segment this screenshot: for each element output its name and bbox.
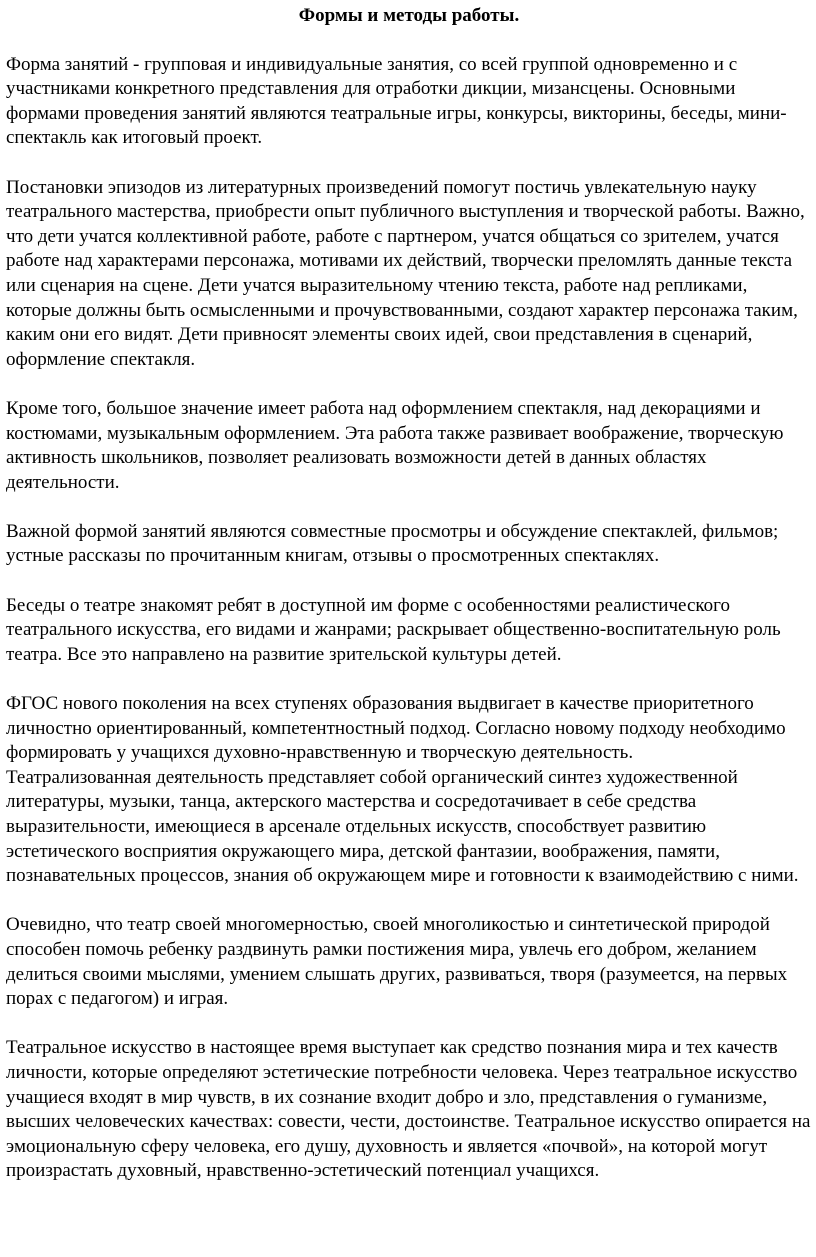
paragraph-gap xyxy=(6,372,812,397)
paragraph-gap xyxy=(6,569,812,594)
paragraph-lesson-forms: Форма занятий - групповая и индивидуальные занятия, со всей группой одновременно и с участниками конкретного представления для отработки дикции, мизансцены. Основными формами проведения занятий являются театральные игры, конкурсы, викторины, беседы, мини-спектакль как итоговый проект. xyxy=(6,53,787,149)
paragraph-theatre-talks: Беседы о театре знакомят ребят в доступной им форме с особенностями реалистического театрального искусства, его видами и жанрами; раскрывает общественно-воспитательную роль театра. Все это направлено на развитие зрительской культуры детей. xyxy=(6,594,781,665)
paragraph-gap xyxy=(6,495,812,520)
document-title: Формы и методы работы. xyxy=(298,5,520,26)
paragraph-theatrical-art: Театральное искусство в настоящее время выступает как средство познания мира и тех качеств личности, которые определяют эстетические потребности человека. Через театральное искусство учащиеся входят в мир чувств, в их сознание входит добро и зло, представления о гуманизме, высших человеческих качествах: совести, чести, достоинстве. Театральное искусство опирается на эмоциональную сферу человека, его душу, духовность и является «почвой», на которой могут произрастать духовный, нравственно-эстетический потенциал учащихся. xyxy=(6,1037,811,1182)
paragraph-theatrical-activity: Театрализованная деятельность представляет собой органический синтез художественной литературы, музыки, танца, актерского мастерства и сосредотачивает в себе средства выразительности, имеющиеся в арсенале отдельных искусств, способствует развитию эстетического восприятия окружающего мира, детской фантазии, воображения, памяти, познавательных процессов, знания об окружающем мире и готовности к взаимодействию с ними. xyxy=(6,766,799,887)
paragraph-stage-design: Кроме того, большое значение имеет работа над оформлением спектакля, над декорациями и костюмами, музыкальным оформлением. Эта работа также развивает воображение, творческую активность школьников, позволяет реализовать возможности детей в данных областях деятельности. xyxy=(6,397,784,493)
paragraph-gap xyxy=(6,151,812,176)
paragraph-theatre-multidimensional: Очевидно, что театр своей многомерностью, своей многоликостью и синтетической природой способен помочь ребенку раздвинуть рамки постижения мира, увлечь его добром, желанием делиться своими мыслями, умением слышать других, развиваться, творя (разумеется, на первых порах с педагогом) и играя. xyxy=(6,914,788,1010)
paragraph-gap xyxy=(6,28,812,53)
paragraph-staging-episodes: Постановки эпизодов из литературных произведений помогут постичь увлекательную науку театрального мастерства, приобрести опыт публичного выступления и творческой работы. Важно, что дети учатся коллективной работе, работе с партнером, учатся общаться со зрителем, учатся работе над характерами персонажа, мотивами их действий, творчески преломлять данные текста или сценария на сцене. Дети учатся выразительному чтению текста, работе над репликами, которые должны быть осмысленными и прочувствованными, создают характер персонажа таким, каким они его видят. Дети привносят элементы своих идей, свои представления в сценарий, оформление спектакля. xyxy=(6,176,805,370)
paragraph-fgos: ФГОС нового поколения на всех ступенях образования выдвигает в качестве приоритетного личностно ориентированный, компетентностный подход. Согласно новому подходу необходимо формировать у учащихся духовно-нравственную и творческую деятельность. xyxy=(6,693,786,764)
paragraph-gap xyxy=(6,667,812,692)
paragraph-joint-viewing: Важной формой занятий являются совместные просмотры и обсуждение спектаклей, фильмов; устные рассказы по прочитанным книгам, отзывы о просмотренных спектаклях. xyxy=(6,520,779,567)
paragraph-gap xyxy=(6,889,812,914)
paragraph-gap xyxy=(6,1012,812,1037)
